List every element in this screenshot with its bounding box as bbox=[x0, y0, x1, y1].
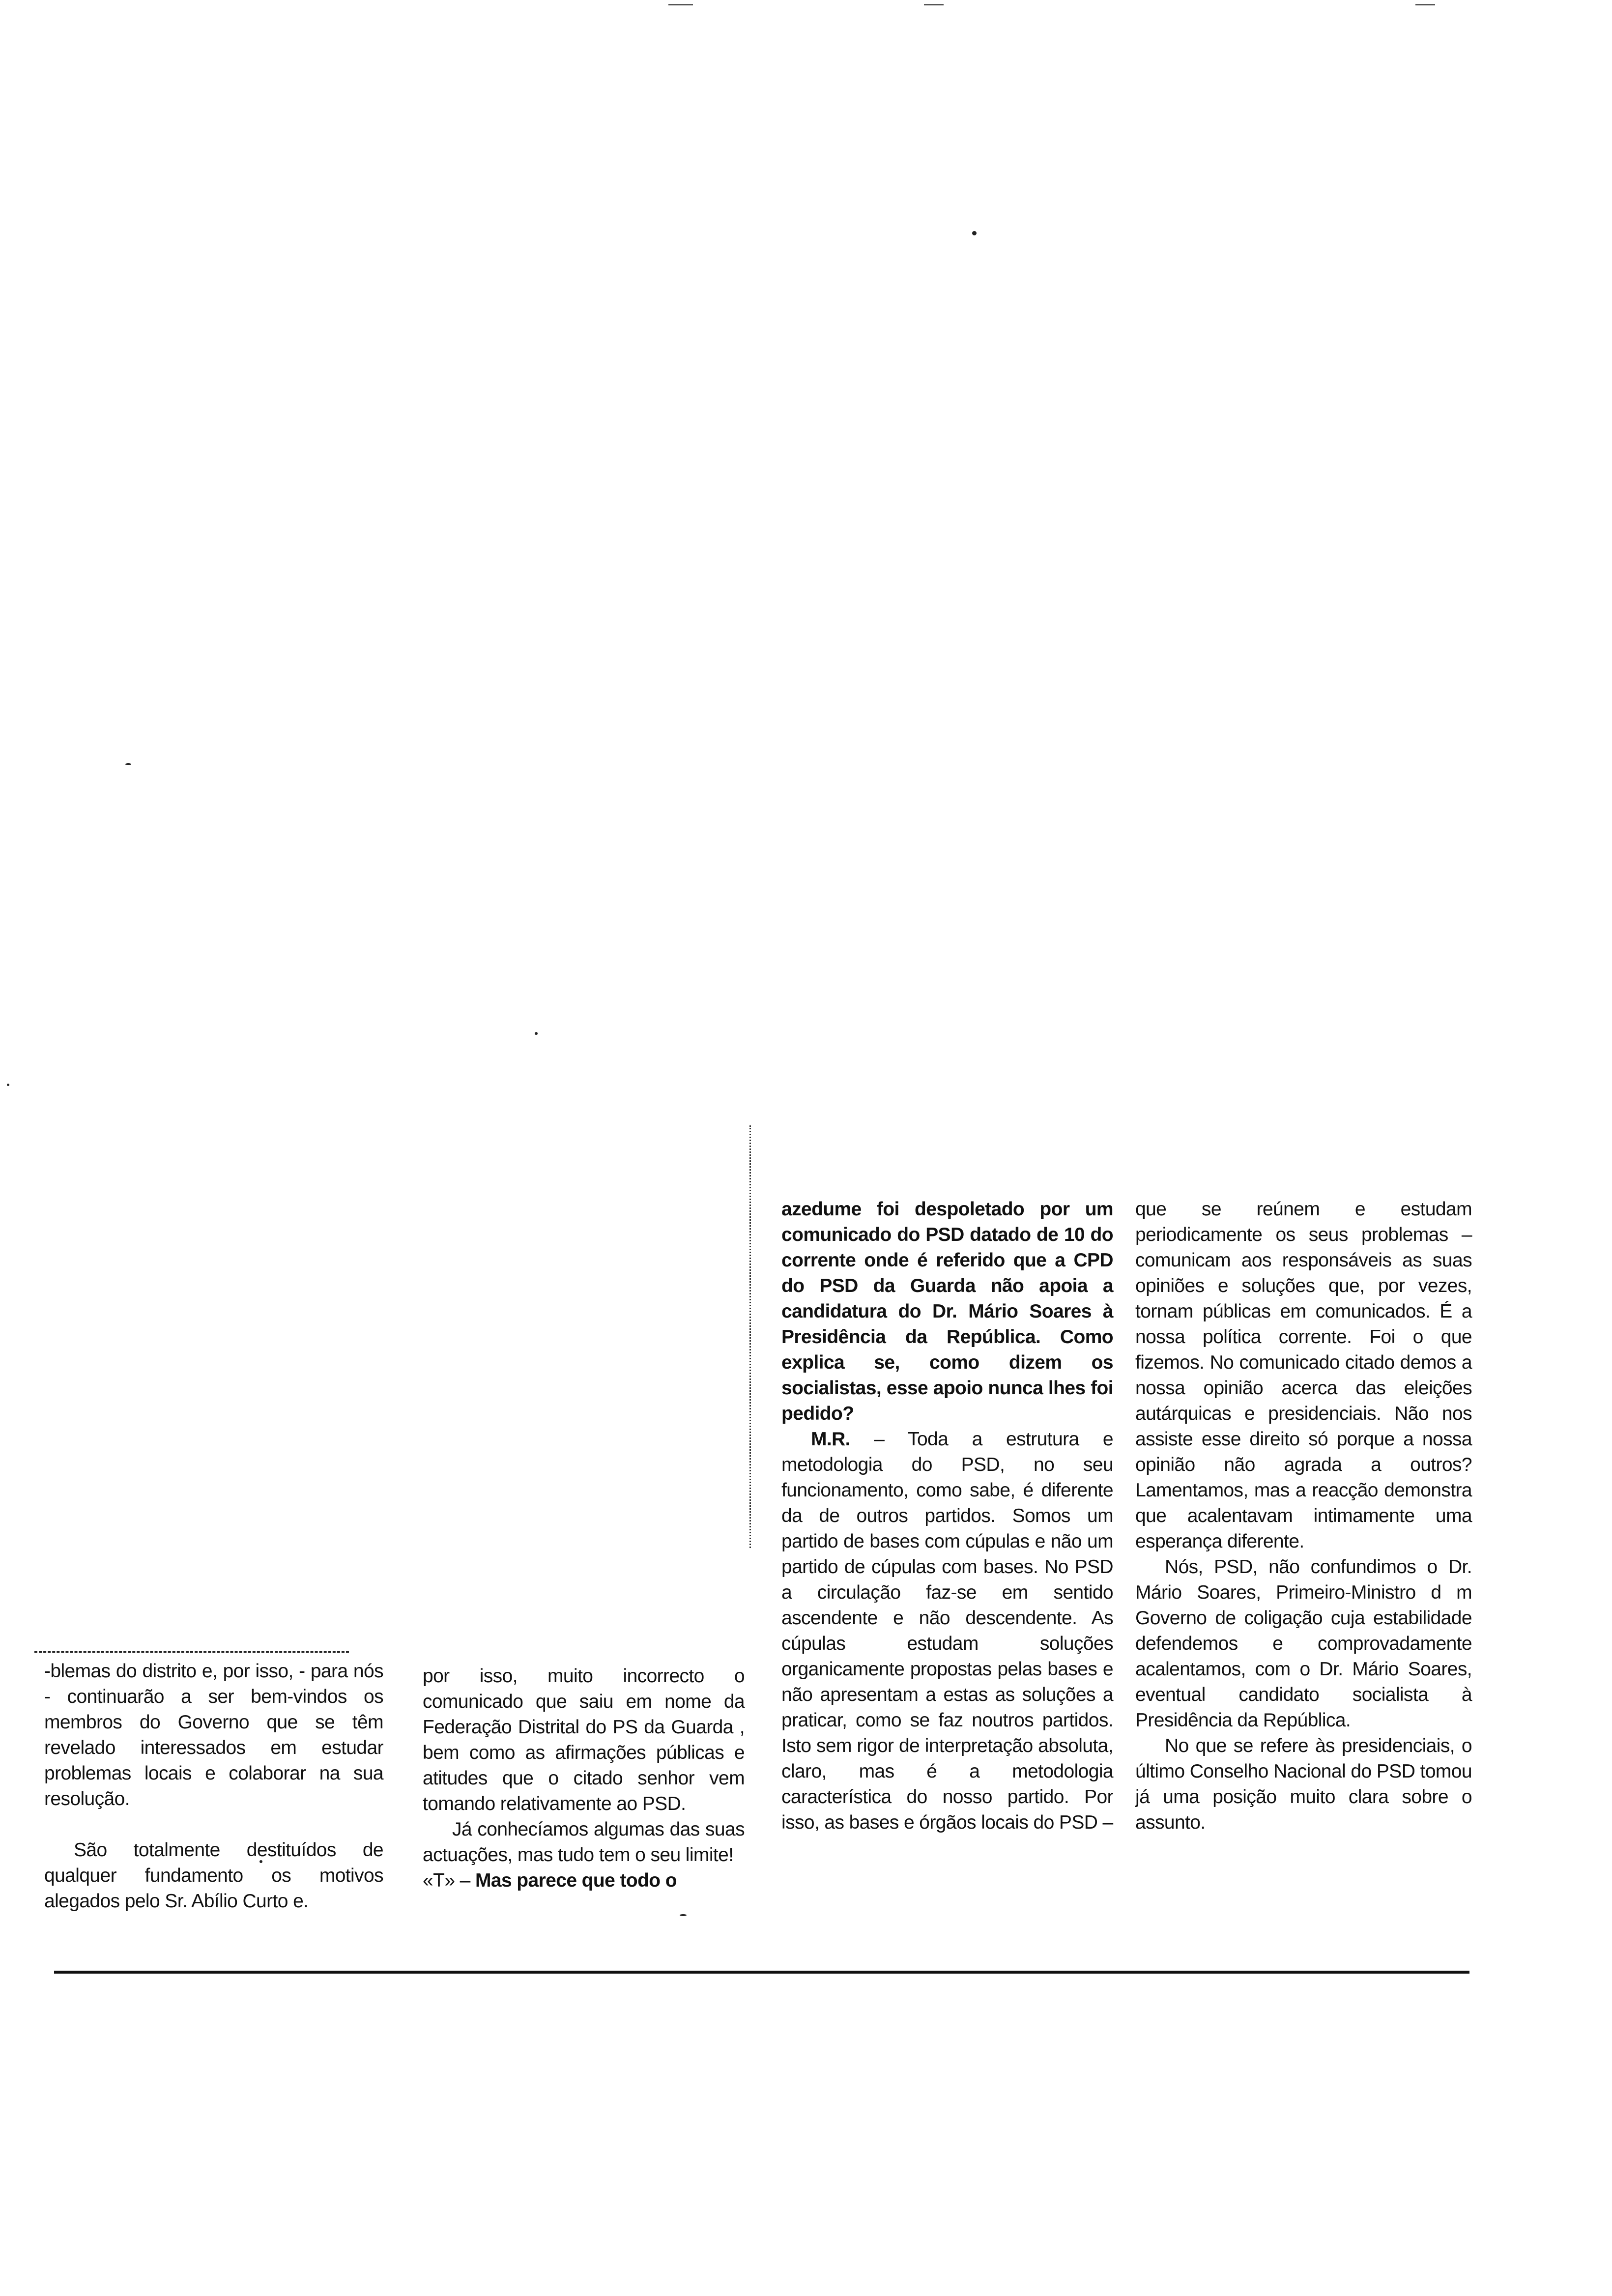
paragraph: No que se refere às presidenciais, o último Conselho Nacional do PSD tomou já uma posição muito clara sobre o assunto. bbox=[1135, 1735, 1472, 1833]
paragraph: por isso, muito incorrecto o comunicado que saiu em nome da Federação Distrital do PS da Guarda , bem como as afirmações públicas e atitudes que o citado senhor vem tomando relativamente ao PSD. bbox=[423, 1665, 745, 1814]
article-column-3 bbox=[781, 1197, 1113, 1836]
interview-question-start bbox=[423, 1868, 745, 1894]
scan-speck bbox=[7, 1084, 9, 1086]
top-edge-mark bbox=[668, 4, 693, 5]
paragraph: que se reúnem e estudam periodicamente os seus problemas – comunicam aos responsáveis as suas opiniões e soluções que, por vezes, tornam públicas em comunicados. É a nossa política corrente. Foi o que fizemos. No comunicado citado demos a nossa opinião acerca das eleições autárquicas e presidenciais. Não nos assiste esse direito só porque a nossa opinião não agrada a outros? Lamentamos, mas a reacção demonstra que acalentavam intimamente uma esperança diferente. bbox=[1135, 1199, 1472, 1552]
interview-question: azedume foi despoletado por um comunicado do PSD datado de 10 do corrente onde é referido que a CPD do PSD da Guarda não apoia a candidatura do Dr. Mário Soares à Presidência da República. Como explica se, como dizem os socialistas, esse apoio nunca lhes foi pedido? bbox=[781, 1199, 1113, 1424]
paragraph: -blemas do distrito e, por isso, - para nós - continuarão a ser bem-vindos os membros do Governo que se têm revelado interessados em estudar problemas locais e colaborar na sua resolução. bbox=[44, 1661, 383, 1809]
top-edge-mark bbox=[924, 4, 944, 5]
scan-speck bbox=[680, 1914, 687, 1916]
article-column-4 bbox=[1135, 1197, 1472, 1836]
interviewer-tag: «T» – bbox=[423, 1870, 470, 1891]
article-column-1 bbox=[44, 1659, 383, 1914]
paragraph: Nós, PSD, não confundimos o Dr. Mário Soares, Primeiro-Ministro d m Governo de coligação cuja estabilidade defendemos e comprovadamente acalentamos, com o Dr. Mário Soares, eventual candidato socialista à Presidência da República. bbox=[1135, 1556, 1472, 1731]
bottom-rule bbox=[54, 1971, 1469, 1974]
scan-speck bbox=[535, 1032, 538, 1035]
question-text: Mas parece que todo o bbox=[475, 1870, 677, 1891]
interview-answer bbox=[781, 1427, 1113, 1836]
paragraph: São totalmente destituídos de qualquer fundamento os motivos alegados pelo Sr. Abílio Curto e. bbox=[44, 1839, 383, 1912]
answer-text: – Toda a estrutura e metodologia do PSD, no seu funcionamento, como sabe, é diferente da de outros partidos. Somos um partido de bases com cúpulas e não um partido de cúpulas com bases. No PSD a circulação faz-se em sentido ascendente e não descendente. As cúpulas estudam soluções organicamente propostas pelas bases e não apresentam a estas as soluções a praticar, como se faz noutros partidos. Isto sem rigor de interpretação absoluta, claro, mas é a metodologia característica do nosso partido. Por isso, as bases e órgãos locais do PSD – bbox=[781, 1429, 1113, 1833]
top-edge-mark bbox=[1415, 4, 1435, 5]
paragraph: Já conhecíamos algumas das suas actuações, mas tudo tem o seu limite! bbox=[423, 1819, 745, 1866]
top-dashed-rule bbox=[34, 1651, 349, 1653]
scan-speck bbox=[972, 231, 977, 235]
scan-speck bbox=[125, 763, 131, 765]
article-column-2 bbox=[423, 1664, 745, 1894]
margin-scan-marks bbox=[749, 1125, 766, 1548]
respondent-tag: M.R. bbox=[811, 1429, 850, 1450]
